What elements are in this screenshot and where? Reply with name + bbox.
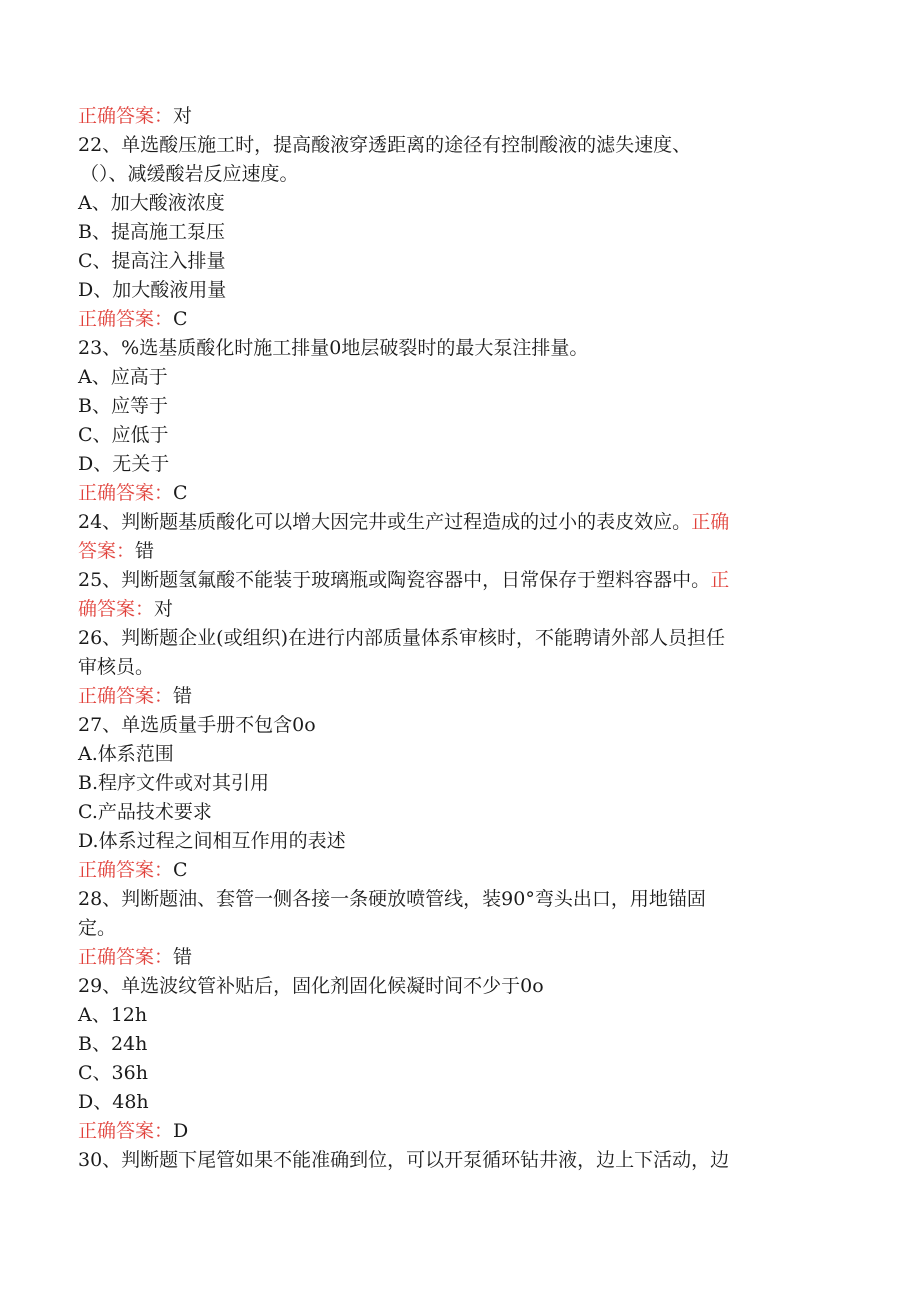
option-d: D、加大酸液用量 (78, 279, 227, 301)
option-a: A.体系范围 (78, 743, 174, 765)
option-c: C、提高注入排量 (78, 250, 226, 272)
option-a: A、应高于 (78, 366, 168, 388)
option-b: B、应等于 (78, 395, 168, 417)
answer-label: 正确答案： (78, 482, 174, 504)
answer-line (78, 943, 818, 972)
question-stem: 27、单选质量手册不包含0o (78, 714, 316, 736)
answer-line (78, 856, 818, 885)
question-stem: 22、单选酸压施工时，提高酸液穿透距离的途径有控制酸液的滤失速度、 (78, 134, 692, 156)
answer-value: C (173, 859, 188, 881)
question-stem-continued: （）、减缓酸岩反应速度。 (80, 163, 299, 185)
option-b: B、提高施工泵压 (78, 221, 225, 243)
answer-label: 正确答案： (78, 859, 174, 881)
answer-line (78, 682, 818, 711)
question-stem-continued: 定。 (78, 917, 117, 939)
answer-label: 正确答案： (78, 946, 174, 968)
answer-label: 正确答案： (78, 685, 174, 707)
answer-value: 错 (173, 685, 193, 707)
option-d: D、48h (78, 1091, 149, 1113)
answer-label-start: 正确 (691, 511, 730, 533)
question-stem: 26、判断题企业(或组织)在进行内部质量体系审核时，不能聘请外部人员担任 (78, 627, 726, 649)
answer-value: C (173, 482, 188, 504)
answer-line (78, 102, 818, 131)
answer-value: C (173, 308, 188, 330)
option-a: A、加大酸液浓度 (78, 192, 225, 214)
answer-value: 对 (173, 105, 193, 127)
question-stem: 30、判断题下尾管如果不能准确到位，可以开泵循环钻井液，边上下活动，边 (78, 1149, 730, 1171)
option-d: D、无关于 (78, 453, 170, 475)
answer-value: 错 (135, 540, 155, 562)
answer-value: 错 (173, 946, 193, 968)
answer-line (78, 537, 818, 566)
question-stem: 29、单选波纹管补贴后，固化剂固化候凝时间不少于0o (78, 975, 544, 997)
question-stem-continued: 审核员。 (78, 656, 155, 678)
answer-value: 对 (154, 598, 174, 620)
answer-label-start: 正 (710, 569, 730, 591)
option-c: C.产品技术要求 (78, 801, 212, 823)
answer-label: 正确答案： (78, 1120, 174, 1142)
answer-value: D (173, 1120, 189, 1142)
answer-label: 正确答案： (78, 308, 174, 330)
option-d: D.体系过程之间相互作用的表述 (78, 830, 346, 852)
answer-line (78, 1117, 818, 1146)
option-b: B.程序文件或对其引用 (78, 772, 270, 794)
question-text: 24、判断题基质酸化可以增大因完井或生产过程造成的过小的表皮效应。 (78, 511, 692, 533)
question-stem (78, 566, 818, 595)
option-b: B、24h (78, 1033, 148, 1055)
question-stem: 28、判断题油、套管一侧各接一条硬放喷管线，装90°弯头出口，用地锚固 (78, 888, 706, 910)
question-stem (78, 508, 818, 537)
answer-label-end: 答案： (78, 540, 136, 562)
question-text: 25、判断题氢氟酸不能装于玻璃瓶或陶瓷容器中，日常保存于塑料容器中。 (78, 569, 711, 591)
option-c: C、应低于 (78, 424, 169, 446)
answer-line (78, 595, 818, 624)
answer-label-end: 确答案： (78, 598, 155, 620)
option-a: A、12h (78, 1004, 148, 1026)
document-page (78, 102, 818, 1175)
answer-label: 正确答案： (78, 105, 174, 127)
answer-line (78, 305, 818, 334)
question-stem: 23、%选基质酸化时施工排量0地层破裂时的最大泵注排量。 (78, 337, 589, 359)
answer-line (78, 479, 818, 508)
option-c: C、36h (78, 1062, 148, 1084)
